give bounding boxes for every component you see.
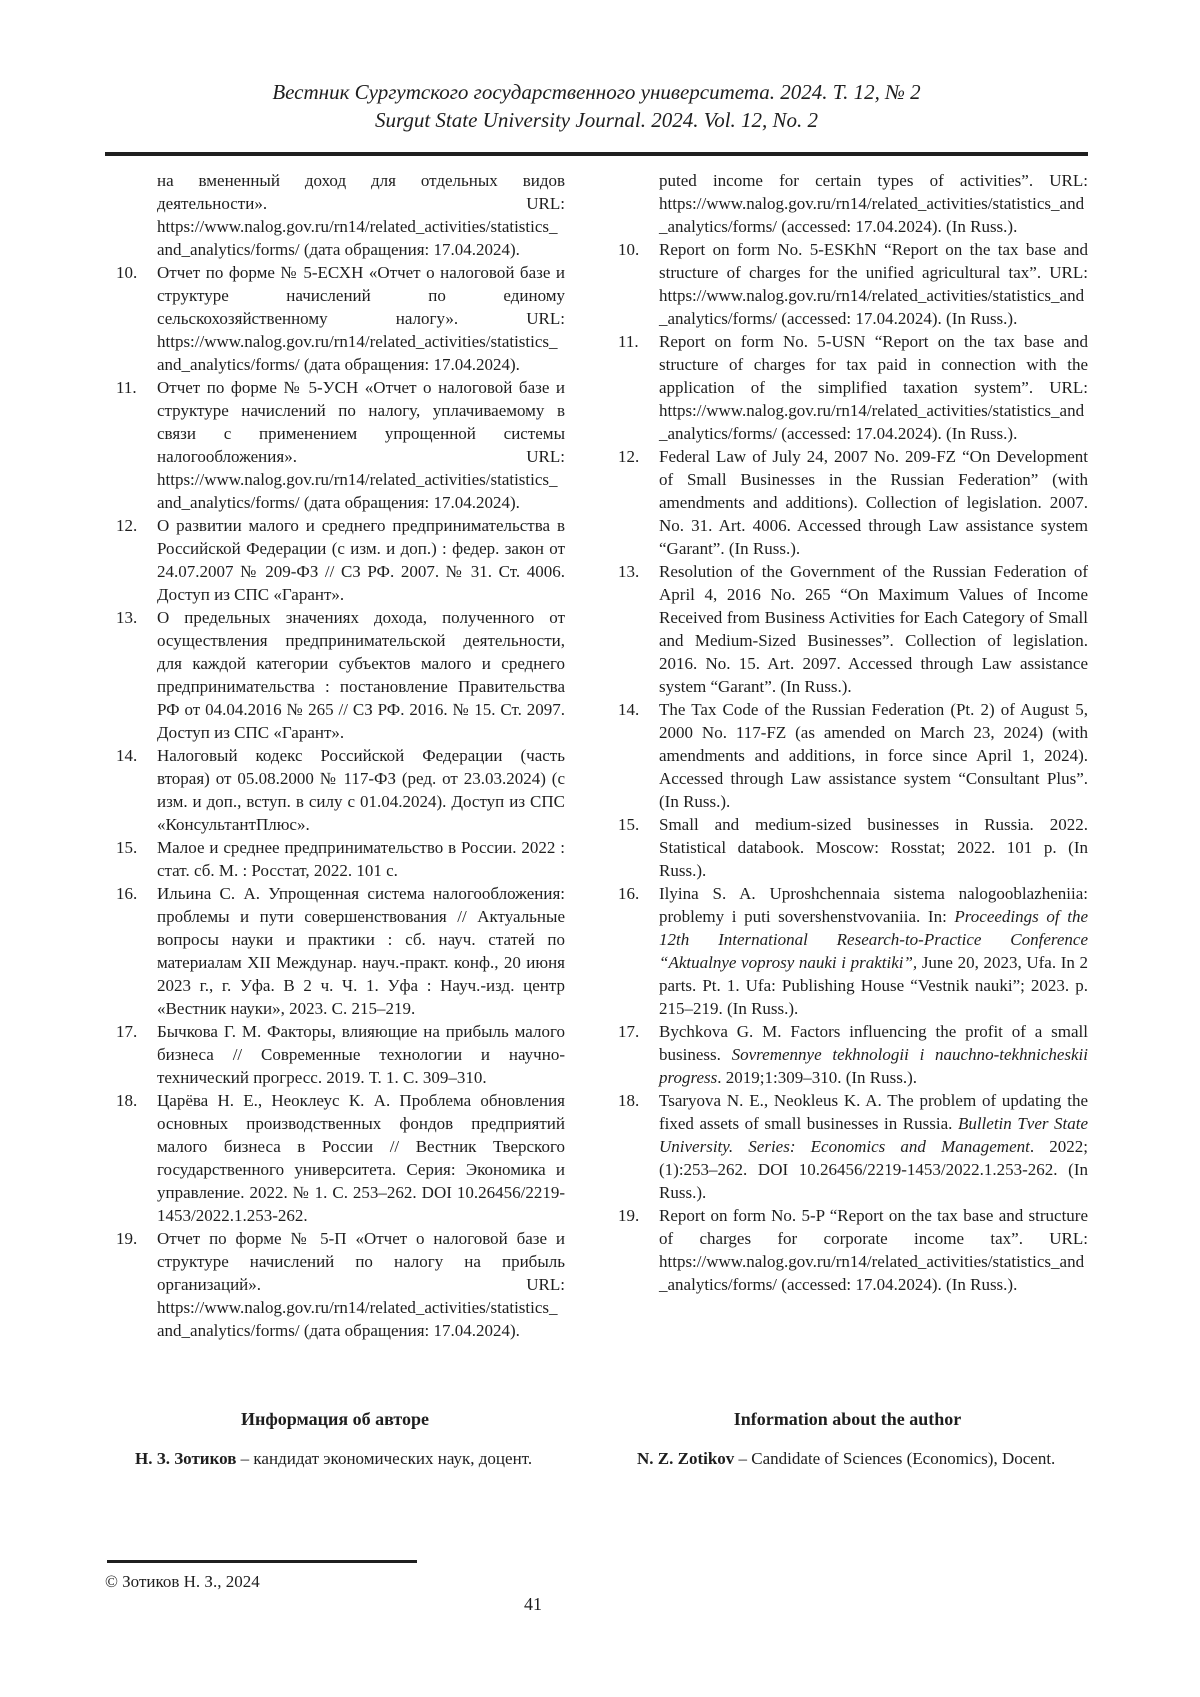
journal-title-ru: Вестник Сургутского государственного университета. 2024. Т. 12, № 2 — [272, 80, 921, 104]
reference-item — [607, 445, 1088, 560]
reference-number: 19. — [618, 1206, 640, 1225]
author-info-en — [607, 1408, 1088, 1470]
author-paragraph — [105, 1447, 565, 1470]
reference-text: Small and medium-sized businesses in Russia. 2022. Statistical databook. Moscow: Rosstat; 2022. 101 p. (In Russ.). — [659, 815, 1088, 880]
reference-number: 18. — [116, 1091, 138, 1110]
reference-number: 17. — [618, 1022, 640, 1041]
reference-text: Tsaryova N. E., Neokleus K. A. The problem of updating the fixed assets of small businesses in Russia. Bulletin Tver State University. Series: Economics and Management. 2022;(1):253–262. DOI 10.26456/2219-1453/2022.1.253-262. (In Russ.). — [659, 1091, 1088, 1202]
reference-number: 11. — [116, 378, 137, 397]
reference-item — [105, 1227, 565, 1342]
reference-continuation: на вмененный доход для отдельных видов деятельности». URL: https://www.nalog.gov.ru/rn14/related_activities/statistics_and_analytics/forms/ (дата обращения: 17.04.2024). — [157, 171, 565, 259]
reference-item — [607, 238, 1088, 330]
reference-text: Отчет по форме № 5-П «Отчет о налоговой базе и структуре начислений по налогу на прибыль организаций». URL: https://www.nalog.gov.ru/rn14/related_activities/statistics_and_analytics/forms/ (дата обращения: 17.04.2024). — [157, 1229, 565, 1340]
author-paragraph — [607, 1447, 1088, 1470]
reference-number: 17. — [116, 1022, 138, 1041]
reference-item — [607, 1204, 1088, 1296]
reference-number: 10. — [618, 240, 640, 259]
reference-item — [607, 882, 1088, 1020]
references-section — [105, 169, 1088, 1405]
author-name: Н. З. Зотиков — [135, 1449, 237, 1468]
reference-number: 13. — [618, 562, 640, 581]
reference-text: О развитии малого и среднего предпринимательства в Российской Федерации (с изм. и доп.) : федер. закон от 24.07.2007 № 209-ФЗ // СЗ РФ. 2007. № 31. Ст. 4006. Доступ из СПС «Гарант». — [157, 516, 565, 604]
references-column-ru — [105, 169, 565, 1405]
reference-number: 12. — [116, 516, 138, 535]
reference-item — [105, 376, 565, 514]
reference-text: Report on form No. 5-P “Report on the tax base and structure of charges for corporate income tax”. URL: https://www.nalog.gov.ru/rn14/related_activities/statistics_and_analytics/forms/ (accessed: 17.04.2024). (In Russ.). — [659, 1206, 1088, 1294]
reference-number: 12. — [618, 447, 640, 466]
reference-item — [105, 744, 565, 836]
reference-text: Bychkova G. M. Factors influencing the profit of a small business. Sovremennye tekhnologii i nauchno-tekhnicheskii progress. 2019;1:309–310. (In Russ.). — [659, 1022, 1088, 1087]
reference-item — [607, 1020, 1088, 1089]
reference-number: 15. — [618, 815, 640, 834]
footer-divider — [107, 1560, 417, 1563]
journal-title-en: Surgut State University Journal. 2024. Vol. 12, No. 2 — [374, 108, 819, 132]
reference-number: 14. — [618, 700, 640, 719]
reference-text: Отчет по форме № 5-ЕСХН «Отчет о налоговой базе и структуре начислений по единому сельскохозяйственному налогу». URL: https://www.nalog.gov.ru/rn14/related_activities/statistics_and_analytics/forms/ (дата обращения: 17.04.2024). — [157, 263, 565, 374]
reference-text: Отчет по форме № 5-УСН «Отчет о налоговой базе и структуре начислений по налогу, уплачиваемому в связи с применением упрощенной системы налогообложения». URL: https://www.nalog.gov.ru/rn14/related_activities/statistics_and_analytics/forms/ (дата обращения: 17.04.2024). — [157, 378, 565, 512]
reference-number: 13. — [116, 608, 138, 627]
reference-item — [607, 698, 1088, 813]
reference-item — [607, 330, 1088, 445]
reference-text: Report on form No. 5-USN “Report on the tax base and structure of charges for tax paid in connection with the application of the simplified taxation system”. URL: https://www.nalog.gov.ru/rn14/related_activities/statistics_and_analytics/forms/ (accessed: 17.04.2024). (In Russ.). — [659, 332, 1088, 443]
reference-text: Report on form No. 5-ESKhN “Report on the tax base and structure of charges for the unified agricultural tax”. URL: https://www.nalog.gov.ru/rn14/related_activities/statistics_and_analytics/forms/ (accessed: 17.04.2024). (In Russ.). — [659, 240, 1088, 328]
reference-item — [607, 813, 1088, 882]
reference-number: 16. — [618, 884, 640, 903]
reference-item — [105, 514, 565, 606]
reference-text: О предельных значениях дохода, полученного от осуществления предпринимательской деятельности, для каждой категории субъектов малого и среднего предпринимательства : постановление Правительства РФ от 04.04.2016 № 265 // СЗ РФ. 2016. № 15. Ст. 2097. Доступ из СПС «Гарант». — [157, 608, 565, 742]
reference-continuation: puted income for certain types of activities”. URL: https://www.nalog.gov.ru/rn14/related_activities/statistics_and_analytics/forms/ (accessed: 17.04.2024). (In Russ.). — [659, 171, 1088, 236]
header-divider — [105, 152, 1088, 156]
author-name: N. Z. Zotikov — [637, 1449, 735, 1468]
reference-text: Налоговый кодекс Российской Федерации (часть вторая) от 05.08.2000 № 117-ФЗ (ред. от 23.03.2024) (с изм. и доп., вступ. в силу с 01.04.2024). Доступ из СПС «КонсультантПлюс». — [157, 746, 565, 834]
page-number: 41 — [524, 1594, 542, 1614]
reference-text: Малое и среднее предпринимательство в России. 2022 : стат. сб. М. : Росстат, 2022. 101 с. — [157, 838, 565, 880]
reference-text: Resolution of the Government of the Russian Federation of April 4, 2016 No. 265 “On Maximum Values of Income Received from Business Activities for Each Category of Small and Medium-Sized Businesses”. Collection of legislation. 2016. No. 15. Art. 2097. Accessed through Law assistance system “Garant”. (In Russ.). — [659, 562, 1088, 696]
reference-list — [607, 238, 1088, 1296]
author-description: – кандидат экономических наук, доцент. — [236, 1449, 533, 1468]
reference-item — [105, 261, 565, 376]
journal-header — [105, 78, 1088, 134]
reference-item — [607, 560, 1088, 698]
author-info-heading: Информация об авторе — [240, 1409, 430, 1429]
references-column-en — [607, 169, 1088, 1405]
reference-text: Царёва Н. Е., Неоклеус К. А. Проблема обновления основных производственных фондов предприятий малого бизнеса в России // Вестник Тверского государственного университета. Серия: Экономика и управление. 2022. № 1. С. 253–262. DOI 10.26456/2219-1453/2022.1.253-262. — [157, 1091, 565, 1225]
reference-number: 10. — [116, 263, 138, 282]
reference-item — [105, 606, 565, 744]
reference-number: 15. — [116, 838, 138, 857]
author-description: – Candidate of Sciences (Economics), Docent. — [734, 1449, 1056, 1468]
reference-text: Federal Law of July 24, 2007 No. 209-FZ “On Development of Small Businesses in the Russian Federation” (with amendments and additions). Collection of legislation. 2007. No. 31. Art. 4006. Accessed through Law assistance system “Garant”. (In Russ.). — [659, 447, 1088, 558]
reference-text: Бычкова Г. М. Факторы, влияющие на прибыль малого бизнеса // Современные технологии и научно-технический прогресс. 2019. Т. 1. С. 309–310. — [157, 1022, 565, 1087]
reference-item — [105, 882, 565, 1020]
reference-number: 16. — [116, 884, 138, 903]
author-info-section — [105, 1408, 1088, 1470]
copyright-notice: © Зотиков Н. З., 2024 — [105, 1572, 260, 1591]
reference-number: 14. — [116, 746, 138, 765]
reference-number: 19. — [116, 1229, 138, 1248]
author-info-ru — [105, 1408, 565, 1470]
reference-list — [105, 261, 565, 1342]
reference-item — [105, 836, 565, 882]
reference-text: Ильина С. А. Упрощенная система налогообложения: проблемы и пути совершенствования // Актуальные вопросы науки и практики : сб. науч. статей по материалам XII Междунар. науч.-практ. конф., 20 июня 2023 г., г. Уфа. В 2 ч. Ч. 1. Уфа : Науч.-изд. центр «Вестник науки», 2023. С. 215–219. — [157, 884, 565, 1018]
reference-number: 18. — [618, 1091, 640, 1110]
reference-number: 11. — [618, 332, 639, 351]
reference-item — [105, 1089, 565, 1227]
reference-text: The Tax Code of the Russian Federation (Pt. 2) of August 5, 2000 No. 117-FZ (as amended on March 23, 2024) (with amendments and additions, in force since April 1, 2024). Accessed through Law assistance system “Consultant Plus”. (In Russ.). — [659, 700, 1088, 811]
author-info-heading: Information about the author — [733, 1409, 962, 1429]
reference-item — [607, 1089, 1088, 1204]
reference-text: Ilyina S. A. Uproshchennaia sistema nalogooblazheniia: problemy i puti sovershenstvovaniia. In: Proceedings of the 12th International Research-to-Practice Conference “Aktualnye voprosy nauki i praktiki”, June 20, 2023, Ufa. In 2 parts. Pt. 1. Ufa: Publishing House “Vestnik nauki”; 2023. p. 215–219. (In Russ.). — [659, 884, 1088, 1018]
reference-item — [105, 1020, 565, 1089]
